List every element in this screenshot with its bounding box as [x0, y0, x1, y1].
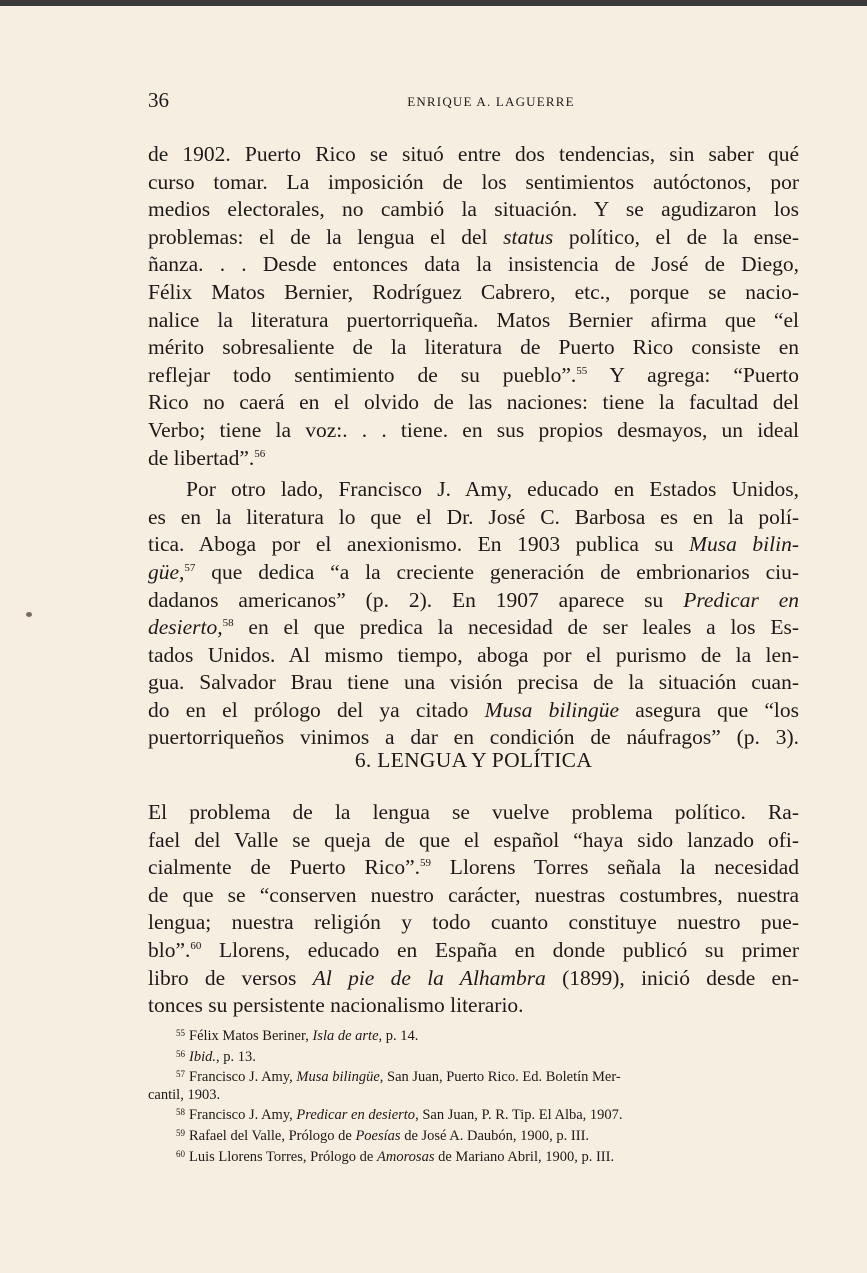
text-line: Por otro lado, Francisco J. Amy, educado en Estados Unidos,: [186, 477, 799, 502]
text-line: güe,$^{57}$ que dedica “a la creciente generación de embrionarios ciu-: [148, 559, 799, 584]
footnote-ref: 55: [576, 364, 588, 377]
text-line: dadanos americanos” (p. 2). En 1907 aparece su Predicar en: [148, 587, 799, 612]
text-line: puertorriqueños vinimos a dar en condición de náufragos” (p. 3).: [148, 725, 799, 750]
page-speck: [26, 612, 32, 617]
text-line: fael del Valle se queja de que el español “haya sido lanzado ofi-: [148, 827, 799, 852]
text-line: mérito sobresaliente de la literatura de Puerto Rico consiste en: [148, 335, 799, 360]
text-line: libro de versos Al pie de la Alhambra (1899), inició desde en-: [148, 965, 799, 990]
footnote-ref: 58: [222, 617, 234, 630]
footnote-ref: 59: [419, 857, 431, 870]
text-line: desierto,$^{58}$ en el que predica la necesidad de ser leales a los Es-: [148, 615, 799, 640]
footnote-57-continued: cantil, 1903.: [148, 1086, 221, 1103]
text-line: ñanza. . . Desde entonces data la insistencia de José de Diego,: [148, 252, 799, 277]
paragraph-continued: [148, 141, 799, 472]
footnote-57: $^{57}$ Francisco J. Amy, Musa bilingüe, San Juan, Puerto Rico. Ed. Boletín Mer-: [176, 1069, 621, 1086]
text-line: problemas: el de la lengua el del status político, el de la ense-: [148, 224, 800, 249]
running-head: ENRIQUE A. LAGUERRE: [407, 94, 575, 109]
page-header: [148, 88, 798, 114]
text-line: medios electorales, no cambió la situación. Y se agudizaron los: [148, 197, 799, 222]
page-number: 36: [148, 88, 169, 112]
footnote-ref: 60: [190, 939, 202, 952]
footnote-56: $^{56}$ Ibid., p. 13.: [176, 1048, 256, 1065]
text-line: El problema de la lengua se vuelve problema político. Ra-: [148, 800, 799, 824]
footnotes: [148, 1025, 799, 1166]
footnote-ref: 57: [184, 561, 196, 574]
text-line: lengua; nuestra religión y todo cuanto constituye nuestro pue-: [148, 910, 799, 935]
text-line: es en la literatura lo que el Dr. José C. Barbosa es en la polí-: [148, 504, 799, 529]
footnote-ref: 56: [254, 447, 266, 460]
text-line: tados Unidos. Al mismo tiempo, aboga por el purismo de la len-: [148, 642, 799, 667]
footnote-59: $^{59}$ Rafael del Valle, Prólogo de Poesías de José A. Daubón, 1900, p. III.: [176, 1127, 590, 1144]
section-heading: 6. LENGUA Y POLÍTICA: [354, 748, 593, 772]
text-line: de que se “conserven nuestro carácter, nuestras costumbres, nuestra: [148, 882, 799, 907]
text-line: de libertad”.$^{56}$: [148, 445, 266, 470]
text-line: blo”.$^{60}$ Llorens, educado en España en donde publicó su primer: [148, 937, 799, 962]
text-line: Rico no caerá en el olvido de las naciones: tiene la facultad del: [148, 390, 799, 415]
text-line: tonces su persistente nacionalismo literario.: [148, 993, 524, 1018]
footnote-55: $^{55}$ Félix Matos Beriner, Isla de arte, p. 14.: [176, 1028, 419, 1044]
text-line: Verbo; tiene la voz:. . . tiene. en sus propios desmayos, un ideal: [148, 417, 799, 442]
text-line: de 1902. Puerto Rico se situó entre dos tendencias, sin saber qué: [148, 142, 799, 166]
scan-top-edge: [0, 0, 867, 6]
text-line: gua. Salvador Brau tiene una visión precisa de la situación cuan-: [148, 670, 799, 695]
section-paragraph: [148, 799, 799, 1020]
main-text: [148, 141, 799, 752]
footnote-58: $^{58}$ Francisco J. Amy, Predicar en desierto, San Juan, P. R. Tip. El Alba, 1907.: [176, 1107, 623, 1124]
text-line: tica. Aboga por el anexionismo. En 1903 publica su Musa bilin-: [148, 532, 800, 557]
text-line: curso tomar. La imposición de los sentimientos autóctonos, por: [148, 169, 799, 194]
text-line: Félix Matos Bernier, Rodríguez Cabrero, etc., porque se nacio-: [148, 279, 799, 304]
text-line: reflejar todo sentimiento de su pueblo”.$^{55}$ Y agrega: “Puerto: [148, 362, 799, 387]
text-line: do en el prólogo del ya citado Musa bilingüe asegura que “los: [148, 697, 799, 722]
footnote-60: $^{60}$ Luis Llorens Torres, Prólogo de Amorosas de Mariano Abril, 1900, p. III.: [176, 1148, 615, 1165]
text-line: nalice la literatura puertorriqueña. Matos Bernier afirma que “el: [148, 307, 799, 332]
paragraph: [148, 476, 799, 752]
text-line: cialmente de Puerto Rico”.$^{59}$ Llorens Torres señala la necesidad: [148, 855, 799, 880]
